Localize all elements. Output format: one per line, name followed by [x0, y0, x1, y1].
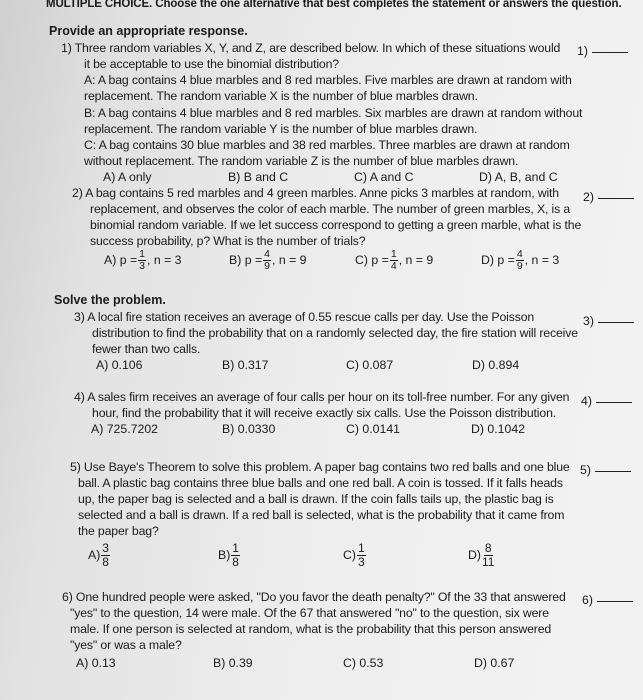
q5-option-b[interactable]: B) $\frac{1}{8}$ — [218, 541, 239, 569]
q2-line: 2) A bag contains 5 red marbles and 4 green marbles. Anne picks 3 marbles at random, with — [72, 186, 559, 200]
q5-line: 5) Use Baye's Theorem to solve this problem. A paper bag contains two red balls and one blue — [70, 460, 570, 474]
q2-option-c[interactable]: C) p = $\frac{1}{4}$ , n = 9 — [355, 248, 434, 272]
q5-line: the paper bag? — [78, 524, 159, 538]
q5-option-d[interactable]: D) $\frac{8}{11}$ — [468, 541, 495, 569]
q2-answer-blank[interactable]: 2) — [583, 190, 634, 204]
q4-option-d[interactable]: D) 0.1042 — [471, 422, 526, 436]
q3-line: fewer than two calls. — [92, 342, 201, 356]
q1-option-a[interactable]: A) A only — [103, 170, 152, 184]
q1-line: 1) Three random variables X, Y, and Z, are described below. In which of these situations would — [61, 41, 561, 55]
q5-option-a[interactable]: A) $\frac{3}{8}$ — [88, 541, 109, 569]
q5-line: up, the paper bag is selected and a ball is drawn. If the coin falls tails up, the plastic bag is — [78, 492, 554, 506]
q4-line: hour, find the probability that it will receive exactly six calls. Use the Poisson distribution. — [92, 406, 557, 420]
q1-line: replacement. The random variable X is the number of blue marbles drawn. — [84, 89, 478, 103]
q5-answer-blank[interactable]: 5) — [580, 463, 631, 477]
q4-option-b[interactable]: B) 0.0330 — [222, 422, 276, 436]
q6-answer-blank[interactable]: 6) — [582, 593, 633, 607]
q5-option-c[interactable]: C) $\frac{1}{3}$ — [343, 541, 365, 569]
q3-option-a[interactable]: A) 0.106 — [96, 358, 143, 372]
section-title-provide: Provide an appropriate response. — [49, 24, 248, 38]
q4-answer-blank[interactable]: 4) — [581, 394, 632, 408]
q2-line: success probability, p? What is the number of trials? — [90, 234, 366, 248]
q1-line: replacement. The random variable Y is the number of blue marbles drawn. — [84, 122, 478, 136]
q1-line: it be acceptable to use the binomial distribution? — [84, 57, 339, 71]
q6-option-d[interactable]: D) 0.67 — [474, 656, 515, 670]
q1-line: C: A bag contains 30 blue marbles and 38 red marbles. Three marbles are drawn at random — [84, 138, 570, 152]
q4-option-c[interactable]: C) 0.0141 — [346, 422, 401, 436]
q2-option-d[interactable]: D) p = $\frac{4}{9}$ , n = 3 — [481, 248, 560, 272]
section-title-solve: Solve the problem. — [54, 293, 166, 307]
q1-answer-blank[interactable]: 1) — [577, 44, 628, 58]
q3-line: distribution to find the probability that on a randomly selected day, the fire station will receive — [92, 326, 578, 340]
q6-option-b[interactable]: B) 0.39 — [213, 656, 253, 670]
instructions-header: MULTIPLE CHOICE. Choose the one alternative that best completes the statement or answers the question. — [46, 0, 622, 10]
q4-option-a[interactable]: A) 725.7202 — [91, 422, 159, 436]
q6-line: male. If one person is selected at random, what is the probability that this person answered — [70, 622, 552, 636]
q1-option-c[interactable]: C) A and C — [354, 170, 414, 184]
q6-option-a[interactable]: A) 0.13 — [76, 656, 116, 670]
q3-line: 3) A local fire station receives an average of 0.55 rescue calls per day. Use the Poisson — [74, 310, 535, 324]
q6-line: "yes" or was a male? — [70, 638, 182, 652]
q4-line: 4) A sales firm receives an average of four calls per hour on its toll-free number. For any given — [74, 390, 570, 404]
q6-line: 6) One hundred people were asked, "Do you favor the death penalty?" Of the 33 that answered — [62, 590, 566, 604]
q2-line: replacement, and observes the color of each marble. The number of green marbles, X, is a — [90, 202, 571, 216]
q3-option-d[interactable]: D) 0.894 — [472, 358, 520, 372]
q6-option-c[interactable]: C) 0.53 — [343, 656, 384, 670]
q6-line: "yes" to the question, 14 were male. Of the 67 that answered "no" to the question, six were — [70, 606, 549, 620]
q1-option-b[interactable]: B) B and C — [228, 170, 289, 184]
q1-line: A: A bag contains 4 blue marbles and 8 red marbles. Five marbles are drawn at random with — [84, 73, 572, 87]
q2-option-b[interactable]: B) p = $\frac{4}{9}$ , n = 9 — [229, 248, 307, 272]
q3-answer-blank[interactable]: 3) — [583, 314, 634, 328]
q5-line: selected and a ball is drawn. If a red ball is selected, what is the probability that it came from — [78, 508, 565, 522]
q1-option-d[interactable]: D) A, B, and C — [479, 170, 558, 184]
q1-line: without replacement. The random variable Z is the number of blue marbles drawn. — [84, 154, 519, 168]
q2-option-a[interactable]: A) p = $\frac{1}{3}$ , n = 3 — [104, 248, 182, 272]
q5-line: ball. A plastic bag contains three blue balls and one red ball. A coin is tossed. If it falls heads — [78, 476, 563, 490]
q1-line: B: A bag contains 4 blue marbles and 8 red marbles. Six marbles are drawn at random without — [84, 106, 583, 120]
q2-line: binomial random variable. If we let success correspond to getting a green marble, what is the — [90, 218, 582, 232]
q3-option-b[interactable]: B) 0.317 — [222, 358, 269, 372]
q3-option-c[interactable]: C) 0.087 — [346, 358, 394, 372]
